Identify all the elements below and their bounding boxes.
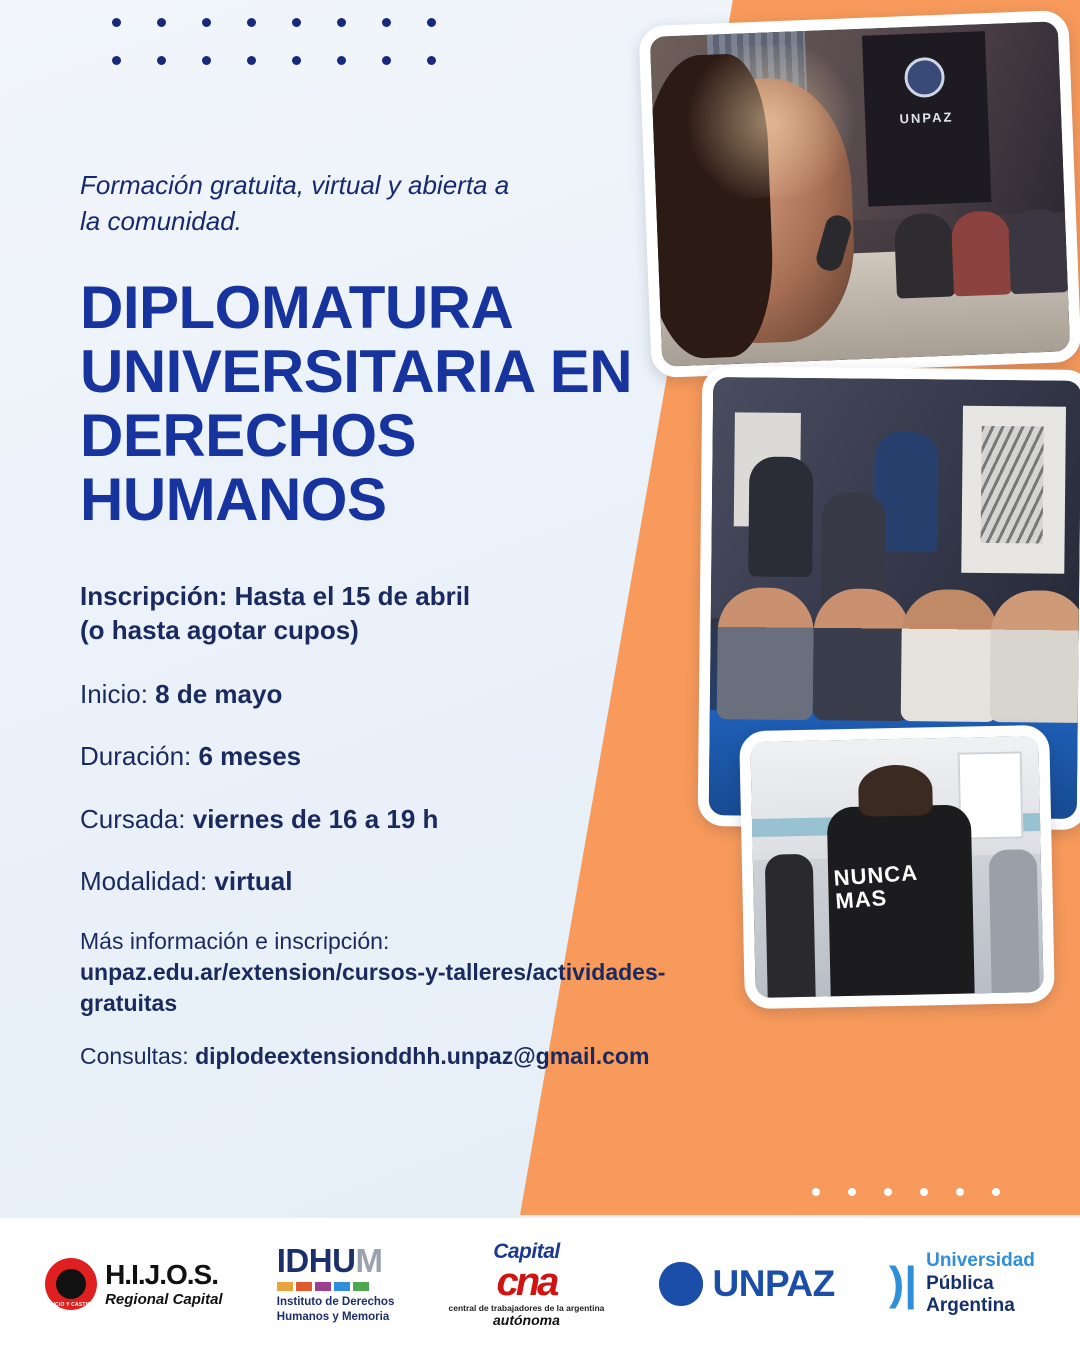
- consultas-label: Consultas:: [80, 1042, 196, 1069]
- inicio-label: Inicio:: [80, 679, 156, 710]
- idhum-u: U: [332, 1242, 356, 1280]
- hijos-regional-capital-logo: [45, 1258, 223, 1310]
- universidad-publica-argentina-logo: [889, 1250, 1035, 1317]
- mas-informacion-line: [80, 926, 690, 1018]
- inscripcion-line: [80, 579, 680, 648]
- upa-line3: Argentina: [926, 1295, 1015, 1317]
- unpaz-banner-text: UNPAZ: [899, 109, 954, 127]
- page-title: DIPLOMATURA UNIVERSITARIA EN DERECHOS HUMANOS: [80, 273, 633, 534]
- inscripcion-sub: (o hasta agotar cupos): [80, 614, 359, 645]
- idhum-m: M: [355, 1242, 383, 1280]
- upa-line2: Pública: [926, 1272, 994, 1294]
- idhum-sub-line1: Instituto de Derechos: [276, 1296, 395, 1309]
- details-block: [80, 579, 700, 1072]
- duracion-value: 6 meses: [198, 741, 302, 772]
- cursada-value: viernes de 16 a 19 h: [192, 803, 439, 834]
- upa-mark-icon: )|: [888, 1257, 918, 1310]
- unpaz-logo: [659, 1262, 835, 1306]
- cta-subtitle: central de trabajadores de la argentina: [448, 1303, 605, 1314]
- inicio-line: [80, 677, 680, 711]
- shirt-text-line1: NUNCA: [832, 859, 919, 891]
- mas-informacion-url[interactable]: unpaz.edu.ar/extension/cursos-y-talleres/actividades-gratuitas: [80, 959, 666, 1016]
- cta-capital-word: Capital: [493, 1240, 560, 1264]
- cursada-line: [80, 802, 680, 836]
- classroom-speaker-photo: [638, 10, 1080, 378]
- cursada-label: Cursada:: [80, 803, 193, 834]
- hijos-region: Regional Capital: [105, 1291, 223, 1308]
- tagline: Formación gratuita, virtual y abierta a la comunidad.: [80, 170, 510, 236]
- modalidad-label: Modalidad:: [80, 866, 215, 897]
- idhum-h: H: [308, 1242, 333, 1280]
- hijos-badge-text: JUICIO Y CASTIGO: [46, 1302, 96, 1308]
- nunca-mas-shirt-photo: [739, 725, 1055, 1009]
- shirt-text-line2: MAS: [834, 884, 888, 914]
- poster-content: [80, 0, 700, 1094]
- footer-logo-bar: [0, 1218, 1080, 1350]
- inscripcion-main: Inscripción: Hasta el 15 de abril: [80, 580, 471, 611]
- sun-emblem-icon: [659, 1262, 703, 1306]
- decorative-dot-row-bottom: [812, 1188, 1028, 1208]
- idhum-sub-line2: Humanos y Memoria: [276, 1310, 390, 1323]
- modalidad-line: [80, 864, 680, 898]
- inicio-value: 8 de mayo: [155, 679, 283, 710]
- idhum-id: ID: [276, 1242, 309, 1280]
- modalidad-value: virtual: [214, 866, 293, 897]
- upa-line1: Universidad: [926, 1250, 1035, 1272]
- cta-autonoma-word: autónoma: [493, 1311, 560, 1328]
- mas-informacion-label: Más información e inscripción:: [80, 928, 390, 955]
- duracion-label: Duración:: [80, 741, 199, 772]
- consultas-email[interactable]: diplodeextensionddhh.unpaz@gmail.com: [195, 1042, 650, 1069]
- idhum-color-bars-icon: [277, 1282, 369, 1291]
- consultas-line: [80, 1041, 690, 1072]
- unpaz-wordmark: UNPAZ: [712, 1263, 835, 1304]
- duracion-line: [80, 739, 680, 773]
- cta-cna-word: cna: [496, 1260, 557, 1305]
- idhum-logo: [277, 1244, 395, 1324]
- idhum-wordmark: [276, 1242, 383, 1280]
- hijos-badge-icon: [45, 1258, 97, 1310]
- cta-capital-logo: [449, 1241, 605, 1327]
- hijos-name: H.I.J.O.S.: [105, 1259, 219, 1290]
